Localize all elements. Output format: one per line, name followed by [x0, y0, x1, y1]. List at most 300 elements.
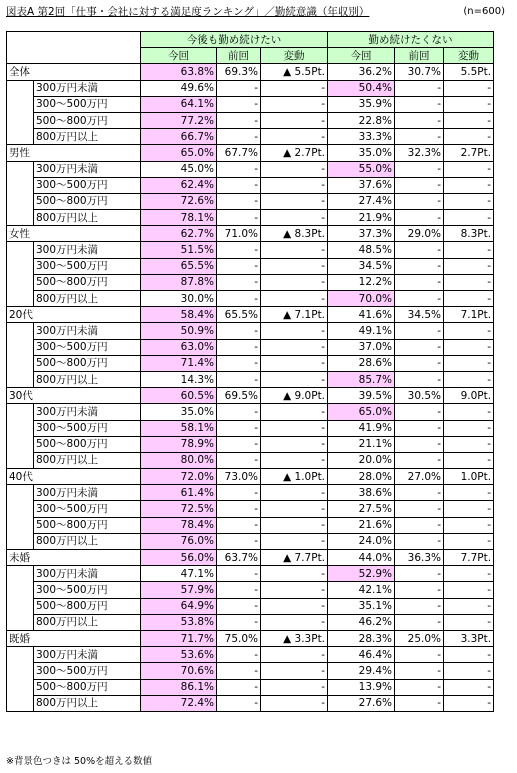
current-not: 27.6%	[328, 695, 395, 711]
income-label: 300万円未満	[34, 647, 141, 663]
current-not: 33.3%	[328, 129, 395, 145]
group-spacer	[7, 679, 34, 695]
previous-continue: -	[217, 647, 261, 663]
group-spacer	[7, 436, 34, 452]
current-continue: 65.5%	[141, 258, 217, 274]
current-continue: 87.8%	[141, 274, 217, 290]
current-not: 49.1%	[328, 323, 395, 339]
current-continue: 51.5%	[141, 242, 217, 258]
previous-continue: -	[217, 371, 261, 387]
current-not: 50.4%	[328, 80, 395, 96]
change-not: -	[444, 679, 494, 695]
previous-continue: -	[217, 129, 261, 145]
current-not: 48.5%	[328, 242, 395, 258]
change-not: -	[444, 404, 494, 420]
current-continue: 72.5%	[141, 501, 217, 517]
previous-not: -	[395, 647, 444, 663]
previous-not: -	[395, 566, 444, 582]
income-row	[7, 291, 494, 307]
change-not: -	[444, 339, 494, 355]
header-previous: 前回	[217, 48, 261, 64]
total-current-not: 37.3%	[328, 226, 395, 242]
income-row	[7, 96, 494, 112]
change-continue: -	[261, 112, 328, 128]
change-continue: -	[261, 177, 328, 193]
current-not: 24.0%	[328, 533, 395, 549]
total-previous-continue: 65.5%	[217, 307, 261, 323]
change-continue: -	[261, 566, 328, 582]
group-spacer	[7, 129, 34, 145]
current-continue: 57.9%	[141, 582, 217, 598]
income-row	[7, 161, 494, 177]
income-row	[7, 323, 494, 339]
income-row	[7, 420, 494, 436]
current-continue: 78.9%	[141, 436, 217, 452]
income-row	[7, 242, 494, 258]
previous-continue: -	[217, 274, 261, 290]
current-not: 70.0%	[328, 291, 395, 307]
previous-not: -	[395, 339, 444, 355]
figure-title	[6, 5, 511, 19]
income-row	[7, 339, 494, 355]
change-continue: -	[261, 614, 328, 630]
previous-not: -	[395, 177, 444, 193]
change-not: -	[444, 258, 494, 274]
total-change-not: 7.1Pt.	[444, 307, 494, 323]
change-not: -	[444, 517, 494, 533]
change-not: -	[444, 614, 494, 630]
group-spacer	[7, 533, 34, 549]
total-previous-continue: 63.7%	[217, 550, 261, 566]
header-continue: 今後も勤め続けたい	[141, 32, 328, 48]
change-not: -	[444, 323, 494, 339]
current-continue: 86.1%	[141, 679, 217, 695]
current-continue: 78.1%	[141, 210, 217, 226]
change-not: -	[444, 112, 494, 128]
total-change-not: 1.0Pt.	[444, 469, 494, 485]
change-not: -	[444, 695, 494, 711]
sample-size: (n=600)	[463, 6, 505, 17]
change-continue: -	[261, 210, 328, 226]
income-label: 300～500万円	[34, 501, 141, 517]
previous-continue: -	[217, 598, 261, 614]
income-label: 500～800万円	[34, 679, 141, 695]
previous-not: -	[395, 663, 444, 679]
income-label: 800万円以上	[34, 371, 141, 387]
income-row	[7, 614, 494, 630]
previous-continue: -	[217, 436, 261, 452]
group-label: 40代	[7, 469, 141, 485]
group-spacer	[7, 598, 34, 614]
total-previous-not: 36.3%	[395, 550, 444, 566]
previous-not: -	[395, 355, 444, 371]
change-not: -	[444, 291, 494, 307]
group-total-row	[7, 388, 494, 404]
total-current-continue: 58.4%	[141, 307, 217, 323]
group-spacer	[7, 323, 34, 339]
total-previous-continue: 67.7%	[217, 145, 261, 161]
group-spacer	[7, 647, 34, 663]
current-continue: 53.6%	[141, 647, 217, 663]
change-continue: -	[261, 598, 328, 614]
income-label: 500～800万円	[34, 598, 141, 614]
previous-not: -	[395, 614, 444, 630]
change-continue: -	[261, 452, 328, 468]
previous-continue: -	[217, 291, 261, 307]
income-label: 300万円未満	[34, 80, 141, 96]
current-not: 12.2%	[328, 274, 395, 290]
change-not: -	[444, 420, 494, 436]
table-body	[7, 32, 494, 712]
previous-continue: -	[217, 485, 261, 501]
income-label: 300万円未満	[34, 566, 141, 582]
current-continue: 53.8%	[141, 614, 217, 630]
group-total-row	[7, 307, 494, 323]
change-continue: -	[261, 161, 328, 177]
previous-continue: -	[217, 582, 261, 598]
income-label: 800万円以上	[34, 695, 141, 711]
header-not-continue: 勤め続けたくない	[328, 32, 494, 48]
previous-not: -	[395, 436, 444, 452]
previous-not: -	[395, 80, 444, 96]
previous-continue: -	[217, 566, 261, 582]
current-continue: 14.3%	[141, 371, 217, 387]
income-row	[7, 258, 494, 274]
change-continue: -	[261, 323, 328, 339]
total-previous-continue: 69.5%	[217, 388, 261, 404]
current-continue: 63.0%	[141, 339, 217, 355]
income-label: 500～800万円	[34, 355, 141, 371]
group-spacer	[7, 161, 34, 177]
group-spacer	[7, 420, 34, 436]
current-continue: 62.4%	[141, 177, 217, 193]
change-not: -	[444, 436, 494, 452]
income-row	[7, 485, 494, 501]
income-label: 800万円以上	[34, 291, 141, 307]
change-continue: -	[261, 371, 328, 387]
change-not: -	[444, 177, 494, 193]
total-previous-not: 30.5%	[395, 388, 444, 404]
previous-continue: -	[217, 452, 261, 468]
current-not: 42.1%	[328, 582, 395, 598]
current-continue: 30.0%	[141, 291, 217, 307]
group-total-row	[7, 145, 494, 161]
income-row	[7, 371, 494, 387]
group-spacer	[7, 80, 34, 96]
change-not: -	[444, 452, 494, 468]
current-continue: 77.2%	[141, 112, 217, 128]
previous-not: -	[395, 598, 444, 614]
previous-not: -	[395, 96, 444, 112]
current-not: 13.9%	[328, 679, 395, 695]
group-spacer	[7, 404, 34, 420]
previous-continue: -	[217, 193, 261, 209]
income-row	[7, 663, 494, 679]
total-previous-continue: 69.3%	[217, 64, 261, 80]
change-not: -	[444, 96, 494, 112]
change-not: -	[444, 193, 494, 209]
header-change: 変動	[261, 48, 328, 64]
income-row	[7, 274, 494, 290]
income-label: 500～800万円	[34, 193, 141, 209]
change-continue: -	[261, 404, 328, 420]
income-row	[7, 582, 494, 598]
group-spacer	[7, 112, 34, 128]
current-continue: 47.1%	[141, 566, 217, 582]
income-row	[7, 517, 494, 533]
group-total-row	[7, 469, 494, 485]
income-row	[7, 193, 494, 209]
previous-continue: -	[217, 339, 261, 355]
income-label: 300万円未満	[34, 323, 141, 339]
group-spacer	[7, 452, 34, 468]
current-not: 20.0%	[328, 452, 395, 468]
total-change-continue: ▲ 5.5Pt.	[261, 64, 328, 80]
group-spacer	[7, 582, 34, 598]
header-current: 今回	[328, 48, 395, 64]
previous-continue: -	[217, 533, 261, 549]
group-spacer	[7, 193, 34, 209]
income-row	[7, 598, 494, 614]
current-not: 41.9%	[328, 420, 395, 436]
change-continue: -	[261, 274, 328, 290]
current-not: 38.6%	[328, 485, 395, 501]
income-row	[7, 679, 494, 695]
satisfaction-table	[6, 31, 494, 712]
previous-continue: -	[217, 501, 261, 517]
previous-continue: -	[217, 258, 261, 274]
total-current-continue: 72.0%	[141, 469, 217, 485]
header-row-1	[7, 32, 494, 48]
current-continue: 72.4%	[141, 695, 217, 711]
income-row	[7, 404, 494, 420]
total-change-continue: ▲ 8.3Pt.	[261, 226, 328, 242]
current-not: 21.6%	[328, 517, 395, 533]
total-change-continue: ▲ 2.7Pt.	[261, 145, 328, 161]
previous-continue: -	[217, 663, 261, 679]
figure-title-text: 図表A 第2回「仕事・会社に対する満足度ランキング」／勤続意識（年収別）	[6, 6, 370, 18]
group-label: 女性	[7, 226, 141, 242]
income-row	[7, 112, 494, 128]
current-not: 35.9%	[328, 96, 395, 112]
current-continue: 58.1%	[141, 420, 217, 436]
previous-not: -	[395, 323, 444, 339]
change-continue: -	[261, 533, 328, 549]
income-label: 300万円未満	[34, 161, 141, 177]
previous-continue: -	[217, 420, 261, 436]
total-change-not: 2.7Pt.	[444, 145, 494, 161]
previous-not: -	[395, 485, 444, 501]
change-continue: -	[261, 291, 328, 307]
change-not: -	[444, 161, 494, 177]
income-label: 800万円以上	[34, 614, 141, 630]
group-total-row	[7, 630, 494, 646]
change-continue: -	[261, 339, 328, 355]
change-continue: -	[261, 420, 328, 436]
total-change-not: 5.5Pt.	[444, 64, 494, 80]
change-not: -	[444, 129, 494, 145]
change-not: -	[444, 663, 494, 679]
total-change-not: 9.0Pt.	[444, 388, 494, 404]
footnote: ※背景色つきは 50%を超える数値	[6, 756, 153, 767]
change-not: -	[444, 647, 494, 663]
current-not: 29.4%	[328, 663, 395, 679]
change-not: -	[444, 533, 494, 549]
change-continue: -	[261, 517, 328, 533]
total-previous-not: 34.5%	[395, 307, 444, 323]
change-continue: -	[261, 663, 328, 679]
current-not: 21.9%	[328, 210, 395, 226]
total-current-not: 28.0%	[328, 469, 395, 485]
income-label: 300万円未満	[34, 404, 141, 420]
group-spacer	[7, 291, 34, 307]
group-spacer	[7, 210, 34, 226]
group-spacer	[7, 258, 34, 274]
current-continue: 76.0%	[141, 533, 217, 549]
current-continue: 71.4%	[141, 355, 217, 371]
previous-not: -	[395, 452, 444, 468]
current-continue: 61.4%	[141, 485, 217, 501]
change-not: -	[444, 210, 494, 226]
current-continue: 66.7%	[141, 129, 217, 145]
previous-not: -	[395, 404, 444, 420]
total-previous-not: 29.0%	[395, 226, 444, 242]
income-label: 500～800万円	[34, 436, 141, 452]
group-spacer	[7, 242, 34, 258]
total-previous-continue: 73.0%	[217, 469, 261, 485]
current-not: 52.9%	[328, 566, 395, 582]
group-total-row	[7, 550, 494, 566]
previous-continue: -	[217, 517, 261, 533]
previous-continue: -	[217, 112, 261, 128]
header-previous: 前回	[395, 48, 444, 64]
income-row	[7, 80, 494, 96]
previous-continue: -	[217, 323, 261, 339]
income-label: 800万円以上	[34, 210, 141, 226]
current-not: 37.6%	[328, 177, 395, 193]
income-row	[7, 129, 494, 145]
previous-not: -	[395, 242, 444, 258]
group-label: 20代	[7, 307, 141, 323]
group-label: 男性	[7, 145, 141, 161]
total-current-not: 36.2%	[328, 64, 395, 80]
previous-not: -	[395, 420, 444, 436]
previous-not: -	[395, 129, 444, 145]
change-not: -	[444, 582, 494, 598]
change-continue: -	[261, 193, 328, 209]
total-previous-continue: 75.0%	[217, 630, 261, 646]
income-label: 300～500万円	[34, 420, 141, 436]
current-continue: 64.9%	[141, 598, 217, 614]
income-label: 300～500万円	[34, 582, 141, 598]
previous-continue: -	[217, 695, 261, 711]
current-not: 46.4%	[328, 647, 395, 663]
previous-continue: -	[217, 210, 261, 226]
previous-continue: -	[217, 96, 261, 112]
income-label: 800万円以上	[34, 129, 141, 145]
change-not: -	[444, 371, 494, 387]
total-change-continue: ▲ 7.1Pt.	[261, 307, 328, 323]
income-row	[7, 452, 494, 468]
income-row	[7, 695, 494, 711]
change-not: -	[444, 242, 494, 258]
change-continue: -	[261, 695, 328, 711]
previous-continue: -	[217, 404, 261, 420]
income-label: 800万円以上	[34, 452, 141, 468]
previous-not: -	[395, 679, 444, 695]
group-label: 未婚	[7, 550, 141, 566]
income-row	[7, 647, 494, 663]
current-not: 27.4%	[328, 193, 395, 209]
change-not: -	[444, 598, 494, 614]
change-continue: -	[261, 679, 328, 695]
total-change-not: 3.3Pt.	[444, 630, 494, 646]
group-total-row	[7, 64, 494, 80]
income-row	[7, 501, 494, 517]
previous-not: -	[395, 291, 444, 307]
header-change: 変動	[444, 48, 494, 64]
previous-not: -	[395, 582, 444, 598]
change-continue: -	[261, 129, 328, 145]
previous-not: -	[395, 193, 444, 209]
previous-continue: -	[217, 355, 261, 371]
group-spacer	[7, 274, 34, 290]
change-continue: -	[261, 242, 328, 258]
current-not: 22.8%	[328, 112, 395, 128]
group-total-row	[7, 226, 494, 242]
income-label: 500～800万円	[34, 112, 141, 128]
group-spacer	[7, 663, 34, 679]
income-row	[7, 436, 494, 452]
previous-not: -	[395, 210, 444, 226]
change-not: -	[444, 355, 494, 371]
previous-not: -	[395, 371, 444, 387]
previous-not: -	[395, 533, 444, 549]
group-spacer	[7, 177, 34, 193]
change-not: -	[444, 274, 494, 290]
change-continue: -	[261, 355, 328, 371]
group-spacer	[7, 355, 34, 371]
total-current-not: 28.3%	[328, 630, 395, 646]
total-previous-not: 27.0%	[395, 469, 444, 485]
previous-continue: -	[217, 161, 261, 177]
income-label: 300～500万円	[34, 663, 141, 679]
total-current-continue: 60.5%	[141, 388, 217, 404]
income-row	[7, 210, 494, 226]
total-current-not: 39.5%	[328, 388, 395, 404]
group-label: 30代	[7, 388, 141, 404]
total-current-continue: 56.0%	[141, 550, 217, 566]
change-continue: -	[261, 96, 328, 112]
change-not: -	[444, 501, 494, 517]
group-spacer	[7, 695, 34, 711]
current-not: 55.0%	[328, 161, 395, 177]
income-label: 500～800万円	[34, 517, 141, 533]
change-continue: -	[261, 485, 328, 501]
previous-continue: -	[217, 80, 261, 96]
group-spacer	[7, 566, 34, 582]
current-not: 34.5%	[328, 258, 395, 274]
income-label: 300～500万円	[34, 177, 141, 193]
income-label: 300～500万円	[34, 258, 141, 274]
change-not: -	[444, 485, 494, 501]
previous-not: -	[395, 258, 444, 274]
change-continue: -	[261, 647, 328, 663]
income-label: 300万円未満	[34, 485, 141, 501]
total-current-continue: 62.7%	[141, 226, 217, 242]
total-current-not: 35.0%	[328, 145, 395, 161]
income-label: 500～800万円	[34, 274, 141, 290]
